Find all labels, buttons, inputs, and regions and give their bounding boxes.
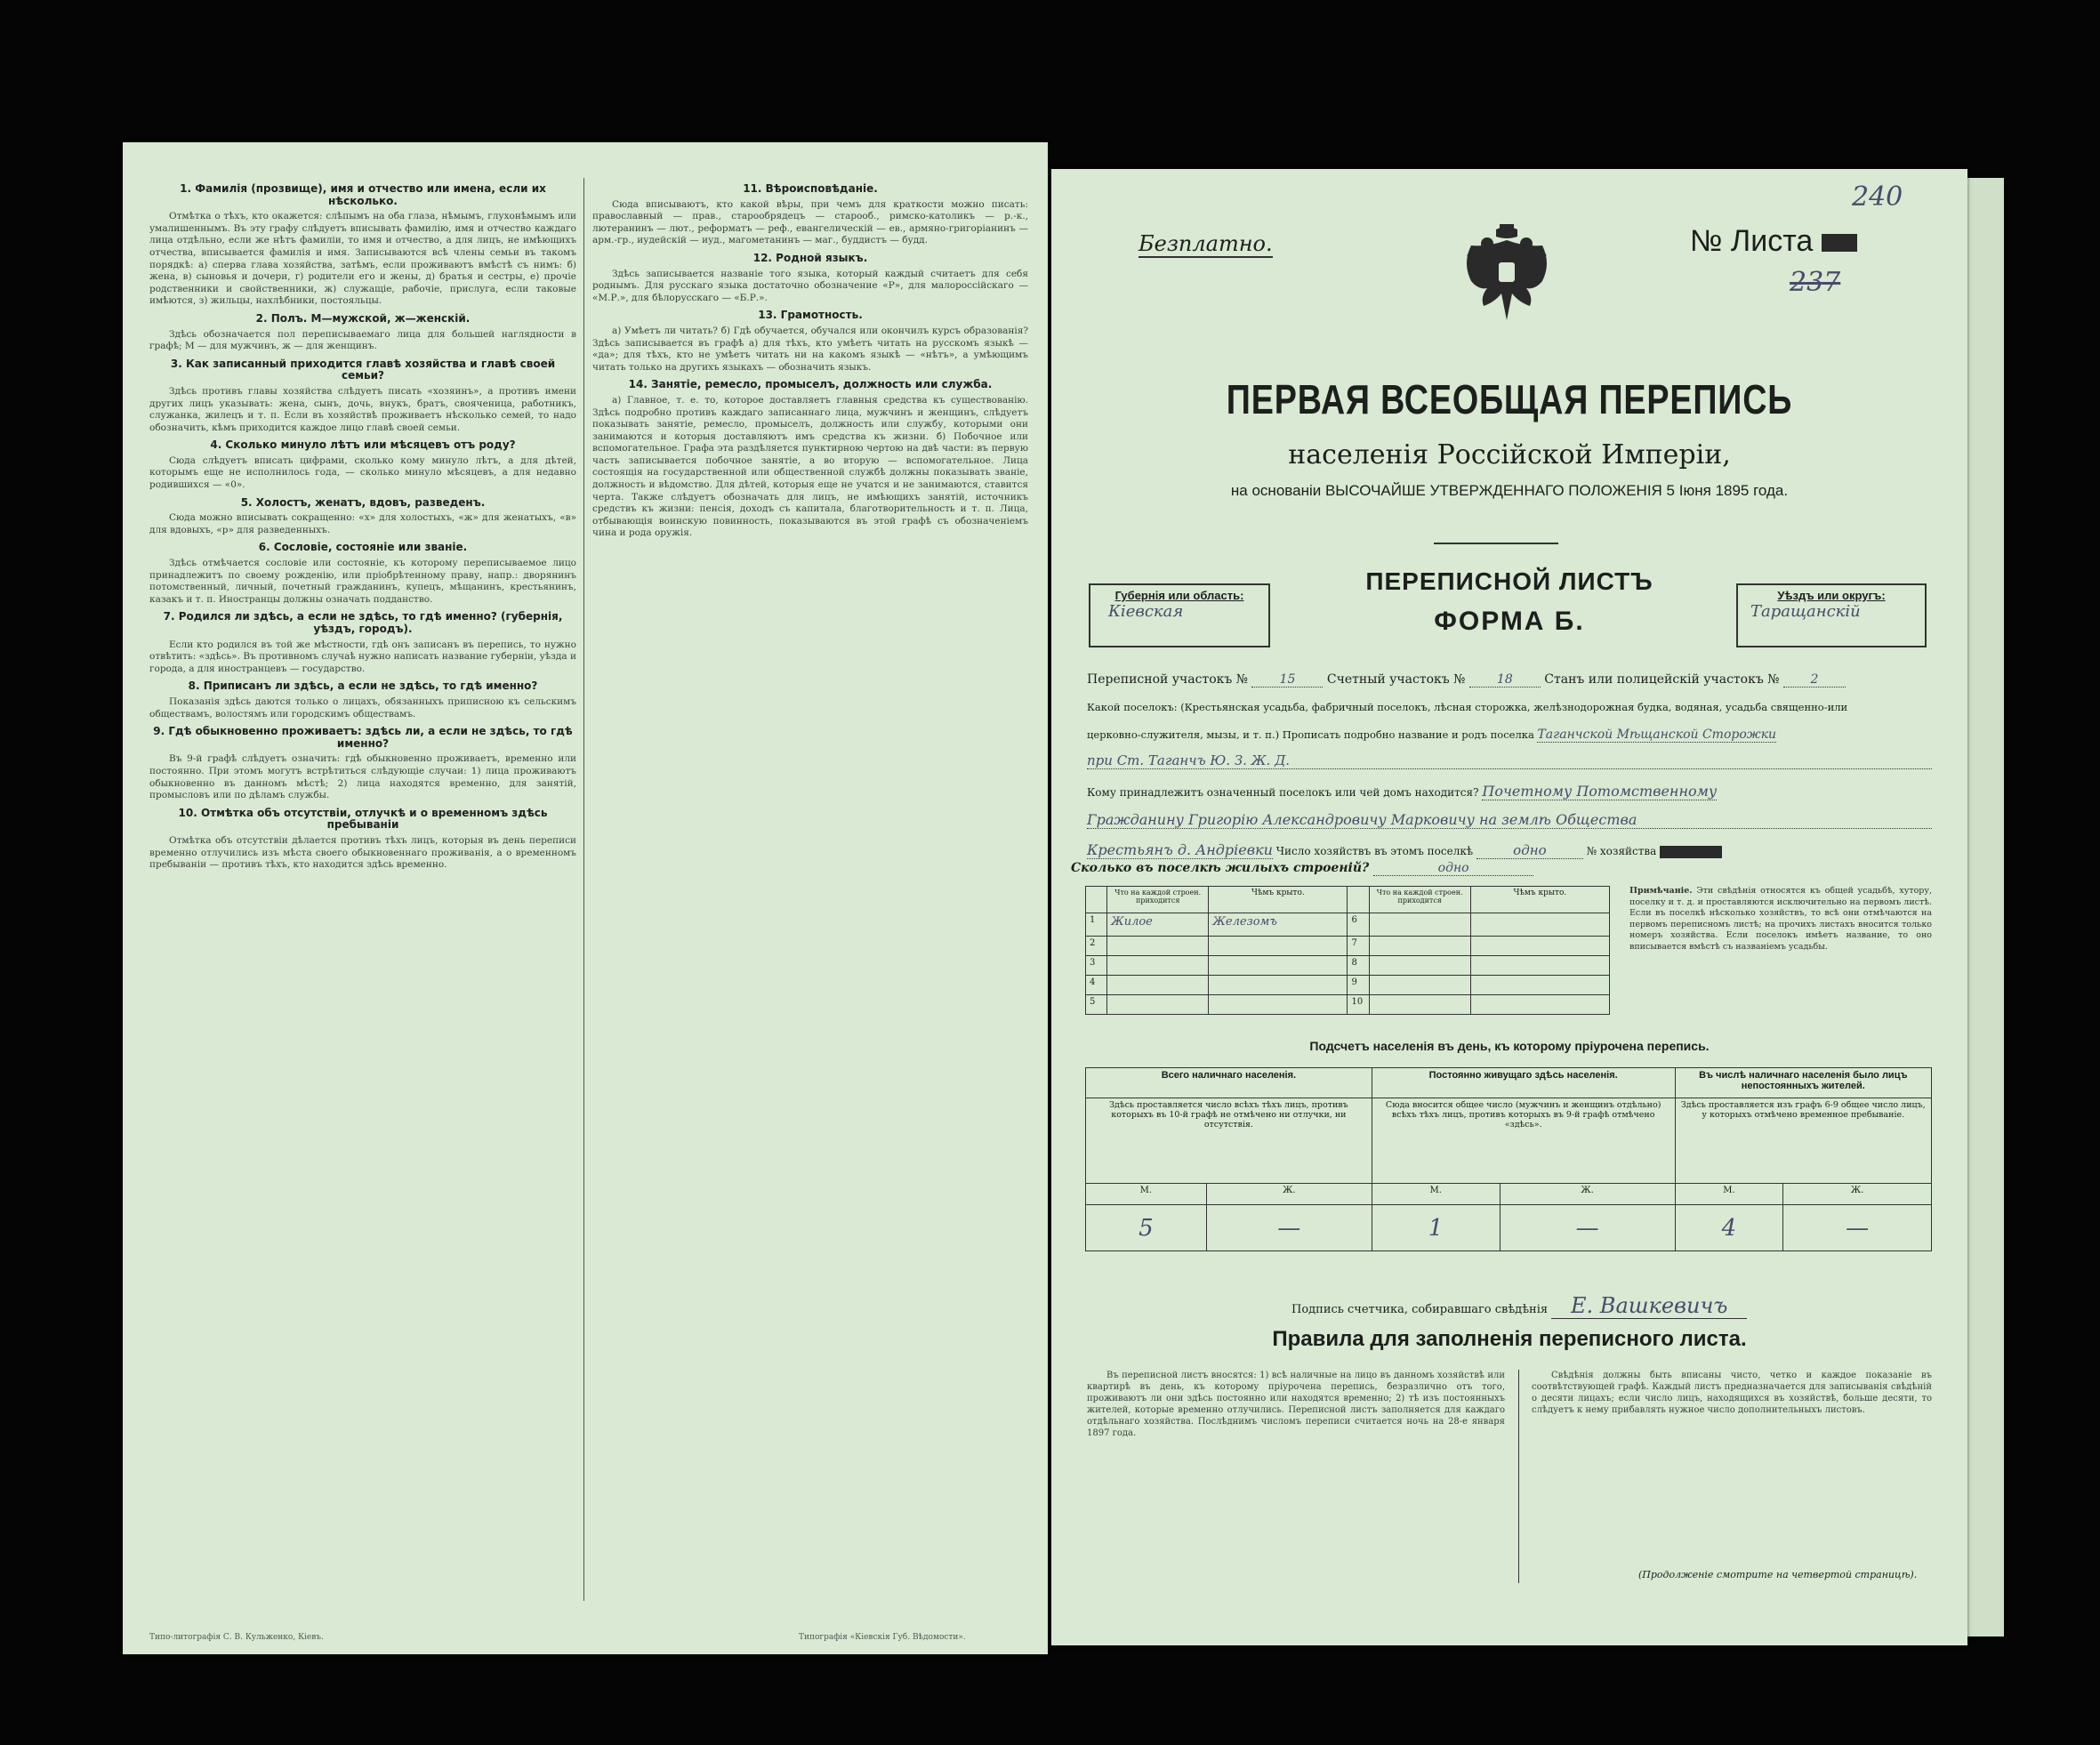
row-number: 7: [1348, 937, 1369, 956]
owner-value-3: Крестьянъ д. Андріевки: [1087, 841, 1273, 858]
instruction-section-title: 9. Гдѣ обыкновенно проживаетъ: здѣсь ли, а если не здѣсь, то гдѣ именно?: [153, 725, 573, 750]
row-number: 3: [1086, 956, 1107, 976]
buildings-count-line: [1071, 861, 1533, 876]
instruction-section-text: Сюда можно вписывать сокращенно: «х» для холостыхъ, «ж» для женатыхъ, «в» для вдовыхъ, «р» для разведенныхъ.: [149, 512, 576, 535]
empty-cell: [1107, 937, 1209, 956]
instruction-section-title: 7. Родился ли здѣсь, а если не здѣсь, то гдѣ именно? (губернія, уѣздъ, городъ).: [163, 610, 563, 635]
sheet-number-handwritten: 237: [1790, 267, 1841, 298]
empty-cell: [1369, 976, 1470, 995]
table-row: [1086, 976, 1610, 995]
households-line: [1087, 841, 1941, 859]
male-label: М.: [1372, 1184, 1500, 1205]
instruction-section-text: Здѣсь записывается названіе того языка, который каждый считаетъ для себя роднымъ. Для русскаго языка достаточно обозначение «Р», для малороссійскаго — «М.Р.», для бѣлорусскаго — «Б.Р.».: [592, 268, 1028, 303]
signature-value: Е. Вашкевичъ: [1551, 1293, 1747, 1319]
empty-cell: [1470, 913, 1609, 937]
empty-cell: [1470, 956, 1609, 976]
uezd-label: Уѣздъ или округъ:: [1777, 589, 1886, 602]
note-title: Примѣчаніе.: [1629, 886, 1693, 896]
census-subtitle: населенія Россійской Имперіи,: [1288, 439, 1731, 470]
instruction-section-text: Сюда слѣдуетъ вписать цифрами, сколько кому минуло лѣтъ, а для дѣтей, которымъ еще не исполнилось года, — сколько минуло мѣсяцевъ, а для недавно родившихся — «0».: [149, 454, 576, 491]
total-female-value: —: [1206, 1205, 1372, 1251]
empty-cell: [1369, 995, 1470, 1015]
instruction-section-text: а) Главное, т. е. то, которое доставляетъ главныя средства къ существованію. Здѣсь подробно противъ каждаго записаннаго лица, мужчинъ и женщинъ, слѣдуетъ показывать занятіе, ремесло, промыселъ, должность или службу, которыми они занимаются и которыя доставляютъ имъ средства къ жизни. б) Побочное или вспомогательное. Графа эта раздѣляется пунктирною чертою на двѣ части: въ первую часть записывается побочное занятіе, а во вторую — вспомогательное. Лица состоящія на государственной или общественной службѣ должны показывать званіе, должность и вѣдомство. Для дѣтей, которыя еще не учатся и не занимаются, ставится черта. Также слѣдуетъ обозначать для лицъ, не имѣющихъ занятій, источникъ средствъ къ жизни: пенсія, доходъ съ капитала, благотворительность и т. п. Лица, отбывающія воинскую повинность, показываются въ этой графѣ съ обозначеніемъ чина и рода оружія.: [592, 394, 1028, 539]
empty-cell: [1369, 937, 1470, 956]
left-instructions-page: [123, 142, 1048, 1654]
form-title: ПЕРЕПИСНОЙ ЛИСТЪ: [1365, 567, 1653, 595]
population-count-table: [1085, 1067, 1932, 1251]
instruction-section-text: Показанія здѣсь даются только о лицахъ, обязанныхъ приписною къ сельскимъ обществамъ, волостямъ или городскимъ обществамъ.: [149, 696, 576, 720]
buildings-note: [1629, 886, 1932, 953]
imperial-eagle-emblem-icon: [1460, 219, 1553, 324]
buildings-count-label: Сколько въ поселкѣ жилыхъ строеній?: [1071, 861, 1370, 875]
male-label: М.: [1675, 1184, 1783, 1205]
building-roof-value: Железомъ: [1209, 913, 1348, 937]
temporary-population-desc: Здѣсь проставляется изъ графъ 6-9 общее число лицъ, у которыхъ отмѣчено временное пребываніе.: [1675, 1098, 1931, 1184]
instruction-section-title: 12. Родной языкъ.: [752, 251, 868, 264]
instruction-section-title: 3. Как записанный приходится главѣ хозяйства и главѣ своей семьи?: [170, 357, 556, 382]
gubernia-label: Губернія или область:: [1114, 589, 1244, 602]
owner-value-1: Почетному Потомственному: [1482, 783, 1718, 800]
instruction-section-title: 6. Сословіе, состояніе или званіе.: [258, 541, 468, 554]
rules-column-left: Въ переписной листъ вносятся: 1) всѣ наличные на лицо въ данномъ хозяйствѣ или квартирѣ въ день, къ которому пріурочена перепись, безразлично отъ того, проживаютъ ли они здѣсь постоянно или находятся временно; 2) тѣ изъ постоянныхъ жителей, которые временно отлучились. Переписной листъ заполняется для каждаго отдѣльнаго хозяйства. Послѣднимъ числомъ переписи считается ночь на 28-е января 1897 года.: [1087, 1371, 1505, 1438]
instruction-section-text: Сюда вписываютъ, кто какой вѣры, при чемъ для краткости можно писать: православный — прав., старообрядецъ — старооб., римско-католикъ — р.-к., лютеранинъ — лют., реформатъ — реф., евангелическій — ев., армяно-григоріанинъ — арм.-гр., иудейскій — иуд., магометанинъ — маг., буддистъ — будд.: [592, 198, 1028, 246]
stacked-sheets-edge: [1961, 178, 2004, 1636]
settlement-name-line: [1087, 728, 1941, 742]
empty-cell: [1369, 956, 1470, 976]
male-label: М.: [1086, 1184, 1207, 1205]
permanent-female-value: —: [1500, 1205, 1675, 1251]
empty-cell: [1107, 995, 1209, 1015]
settlement-name-label: церковно-служителя, мызы, и т. п.) Прописать подробно название и родъ поселка: [1087, 728, 1534, 741]
census-title: ПЕРВАЯ ВСЕОБЩАЯ ПЕРЕПИСЬ: [1226, 376, 1793, 422]
settlement-name-value: Таганчской Мѣщанской Сторожки: [1537, 728, 1777, 742]
table-row: [1086, 995, 1610, 1015]
free-of-charge-label: Безплатно.: [1139, 231, 1273, 256]
empty-cell: [1369, 913, 1470, 937]
table-row: [1086, 913, 1610, 937]
total-population-header: Всего наличнаго населенія.: [1086, 1068, 1372, 1098]
empty-cell: [1470, 976, 1609, 995]
empty-cell: [1470, 937, 1609, 956]
rules-column-right: Свѣдѣнія должны быть вписаны чисто, четко и каждое показаніе въ соотвѣтствующей графѣ. Каждый листъ предназначается для записыванія свѣдѣній о десяти лицахъ; если число лицъ, находящихся въ хозяйствѣ, больше десяти, то слѣдуетъ к нему прибавлять нужное число дополнительныхъ листовъ.: [1532, 1371, 1932, 1415]
gubernia-value: Кіевская: [1108, 602, 1184, 621]
row-number: 2: [1086, 937, 1107, 956]
table-row: [1086, 937, 1610, 956]
temporary-population-header: Въ числѣ наличнаго населенія было лицъ непостоянныхъ жителей.: [1675, 1068, 1931, 1098]
instruction-section-title: 14. Занятіе, ремесло, промыселъ, должность или служба.: [628, 378, 993, 391]
total-male-value: 5: [1086, 1205, 1207, 1251]
female-label: Ж.: [1206, 1184, 1372, 1205]
row-number: 4: [1086, 976, 1107, 995]
empty-cell: [1209, 937, 1348, 956]
rules-column-divider: [1518, 1370, 1519, 1583]
count-district-value: 18: [1469, 672, 1541, 688]
rules-title: Правила для заполненія переписного листа.: [1272, 1327, 1747, 1351]
row-number: 9: [1348, 976, 1369, 995]
row-number: 6: [1348, 913, 1369, 937]
sheet-number-label: № Листа: [1690, 224, 1857, 259]
table-row: [1086, 956, 1610, 976]
signature-label: Подпись счетчика, собиравшаго свѣдѣнія: [1291, 1303, 1549, 1316]
empty-cell: [1107, 976, 1209, 995]
instruction-section-title: 1. Фамилія (прозвище), имя и отчество или имена, если их нѣсколько.: [180, 182, 546, 207]
instruction-section-title: 10. Отмѣтка объ отсутствіи, отлучкѣ и о временномъ здѣсь пребываніи: [178, 806, 548, 832]
buildings-col-header-4: Чѣмъ крыто.: [1470, 887, 1609, 913]
instruction-section-text: а) Умѣетъ ли читать? б) Гдѣ обучается, обучался или окончилъ курсъ образованія? Здѣсь записывается въ графѣ а) для тѣхъ, кто умѣетъ читать на русскомъ языкѣ — «да»; для тѣхъ, кто не умѣетъ читать ни на какомъ языкѣ — «нѣтъ», а умѣющимъ читать только на другихъ языкахъ — обозначить языкъ.: [592, 325, 1028, 373]
households-count-value: одно: [1476, 842, 1583, 859]
instruction-section-text: Отмѣтка объ отсутствіи дѣлается противъ тѣхъ лицъ, которыя въ день переписи временно отлучились изъ мѣста своего обыкновеннаго проживанія, а о временномъ пребываніи — противъ тѣхъ, кто находится здѣсь временно.: [149, 834, 576, 871]
household-number-redaction: [1660, 846, 1722, 858]
instruction-section-text: Въ 9-й графѣ слѣдуетъ означить: гдѣ обыкновенно проживаетъ, временно или постоянно. При этомъ могутъ встрѣтиться слѣдующіе случаи: 1) лица проживаютъ обыкновенно въ данномъ мѣстѣ; 2) лица находятся временно, для занятій, промысловъ или по дѣламъ службы.: [149, 753, 576, 801]
permanent-population-desc: Сюда вносится общее число (мужчинъ и женщинъ отдѣльно) всѣхъ тѣхъ лицъ, противъ которыхъ въ 9-й графѣ отмѣчено «здѣсь».: [1372, 1098, 1675, 1184]
row-number: 1: [1086, 913, 1107, 937]
row-number: 5: [1086, 995, 1107, 1015]
uezd-value: Таращанскій: [1750, 602, 1861, 621]
temporary-female-value: —: [1783, 1205, 1932, 1251]
total-population-desc: Здѣсь проставляется число всѣхъ тѣхъ лицъ, противъ которыхъ въ 10-й графѣ не отмѣчено ни отлучки, ни отсутствія.: [1086, 1098, 1372, 1184]
count-district-label: Счетный участокъ №: [1326, 672, 1466, 687]
instructions-column-left: [149, 178, 576, 1610]
empty-cell: [1107, 956, 1209, 976]
instruction-section-title: 4. Сколько минуло лѣтъ или мѣсяцевъ отъ роду?: [210, 438, 516, 452]
empty-cell: [1470, 995, 1609, 1015]
population-count-title: Подсчетъ населенія въ день, къ которому пріурочена перепись.: [1309, 1039, 1710, 1053]
buildings-count-value: одно: [1373, 861, 1533, 876]
form-line-districts: [1087, 672, 1932, 688]
instruction-section-title: 8. Приписанъ ли здѣсь, а если не здѣсь, то гдѣ именно?: [188, 680, 538, 693]
empty-cell: [1209, 976, 1348, 995]
census-form-page: [1051, 169, 1967, 1645]
enumerator-signature-line: [1291, 1293, 1932, 1319]
note-text: Эти свѣдѣнія относятся къ общей усадьбѣ, хутору, поселку и т. д. и проставляются исключительно на первомъ листѣ. Если въ поселкѣ нѣсколько хозяйствъ, то всѣ они отмѣчаются на первомъ переписномъ листѣ; на прочихъ листахъ вносится только номеръ хозяйства. Если поселокъ имѣетъ название, то оно вписывается вмѣстѣ съ названіемъ усадьбы.: [1629, 886, 1932, 952]
empty-cell: [1209, 995, 1348, 1015]
empty-cell: [1209, 956, 1348, 976]
buildings-col-header-2: Чѣмъ крыто.: [1209, 887, 1348, 913]
households-count-label: Число хозяйствъ въ этомъ поселкѣ: [1275, 845, 1474, 857]
instruction-section-title: 11. Вѣроисповѣданіе.: [743, 182, 878, 195]
building-type-value: Жилое: [1107, 913, 1209, 937]
permanent-population-header: Постоянно живущаго здѣсь населенія.: [1372, 1068, 1675, 1098]
owner-label: Кому принадлежитъ означенный поселокъ или чей домъ находится?: [1087, 786, 1479, 799]
census-district-label: Переписной участокъ №: [1087, 672, 1248, 687]
instruction-section-text: Здѣсь обозначается пол переписываемаго лица для большей наглядности в графѣ; М — для мужчинъ, ж — для женщинъ.: [149, 328, 576, 352]
police-district-label: Станъ или полицейскій участокъ №: [1544, 672, 1780, 687]
settlement-location-value: при Ст. Таганчъ Ю. З. Ж. Д.: [1087, 752, 1932, 769]
instruction-section-text: Если кто родился въ той же мѣстности, гдѣ онъ записанъ въ перепись, то нужно отвѣтить: «здѣсь». Въ противномъ случаѣ нужно написать название губерніи, уѣзда и города, а для иностранцевъ — государство.: [149, 639, 576, 674]
owner-value-2: Гражданину Григорію Александровичу Марковичу на землѣ Общества: [1087, 811, 1932, 829]
column-divider: [583, 178, 584, 1601]
buildings-table: [1085, 886, 1610, 1015]
buildings-col-header-3: Что на каждой строен. приходится: [1369, 887, 1470, 913]
census-district-value: 15: [1251, 672, 1323, 688]
instruction-section-text: Отмѣтка о тѣхъ, кто окажется: слѣпымъ на оба глаза, нѣмымъ, глухонѣмымъ или умалишеннымъ. Въ эту графу слѣдуетъ вписывать фамилію, имя и отчество каждаго лица отдѣльно, если же нѣтъ фамиліи, то имя и отчество, а для лицъ, не имѣющихъ отчества, вписывается фамилія и имя. Записываются всѣ члены семьи въ такомъ порядкѣ: а) сперва глава хозяйства, затѣмъ, если проживаютъ вмѣстѣ съ нимъ: б) жена, в) сыновья и дочери, г) родители его и жены, д) братья и сестры, е) прочіе родственники и свойственники, ж) служащіе, рабочіе, прислуга, если таковые имѣются, з) жильцы, нахлѣбники, постояльцы.: [149, 211, 576, 307]
household-number-label: № хозяйства: [1586, 845, 1657, 857]
police-district-value: 2: [1783, 672, 1846, 688]
title-divider: [1434, 543, 1558, 544]
instruction-section-text: Здѣсь отмѣчается сословіе или состояніе, къ которому переписываемое лицо принадлежитъ по своему рожденію, или пріобрѣтенному праву, напр.: дворянинъ потомственный, личный, почетный гражданинъ, купецъ, мѣщанинъ, крестьянинъ, казакъ и т. п. Иностранцы должны означать подданство.: [149, 558, 576, 605]
sheet-number-handwritten-top: 240: [1852, 181, 1903, 213]
instructions-column-right: [592, 178, 1028, 1610]
gubernia-box: [1089, 583, 1270, 647]
sheet-number-redaction: [1822, 234, 1857, 252]
owner-line: [1087, 783, 1941, 800]
printer-imprint-left: Типо-литографія С. В. Кульженко, Кіевъ.: [149, 1633, 324, 1642]
female-label: Ж.: [1783, 1184, 1932, 1205]
temporary-male-value: 4: [1675, 1205, 1783, 1251]
row-number: 10: [1348, 995, 1369, 1015]
settlement-type-label: Какой поселокъ: (Крестьянская усадьба, фабричный поселокъ, лѣсная сторожка, желѣзнодорожная будка, водяная, усадьба священно-или: [1087, 701, 1848, 713]
form-letter: ФОРМА Б.: [1434, 607, 1585, 636]
row-number: 8: [1348, 956, 1369, 976]
uezd-box: [1736, 583, 1927, 647]
permanent-male-value: 1: [1372, 1205, 1500, 1251]
instruction-section-title: 5. Холостъ, женатъ, вдовъ, разведенъ.: [240, 495, 486, 509]
instruction-section-title: 2. Полъ. М—мужской, ж—женскій.: [255, 311, 471, 325]
female-label: Ж.: [1500, 1184, 1675, 1205]
instruction-section-title: 13. Грамотность.: [758, 309, 863, 322]
instruction-section-text: Здѣсь противъ главы хозяйства слѣдуетъ писать «хозяинъ», а противъ имени других лицъ указывать: жена, сынъ, дочь, внукъ, братъ, свояченица, работникъ, служанка, жилецъ и т. п. Если въ хозяйствѣ проживаетъ нѣсколько семей, то надо обозначить, кѣмъ приходится каждое лицо главѣ своей семьи.: [149, 385, 576, 433]
buildings-col-header-1: Что на каждой строен. приходится: [1107, 887, 1209, 913]
legal-basis-line: на основаніи ВЫСОЧАЙШЕ УТВЕРЖДЕННАГО ПОЛОЖЕНІЯ 5 Іюня 1895 года.: [1230, 482, 1789, 499]
printer-imprint-right: Типографія «Кіевскія Губ. Вѣдомости».: [799, 1633, 966, 1642]
continued-note: (Продолженіе смотрите на четвертой страницѣ).: [1638, 1569, 1918, 1580]
